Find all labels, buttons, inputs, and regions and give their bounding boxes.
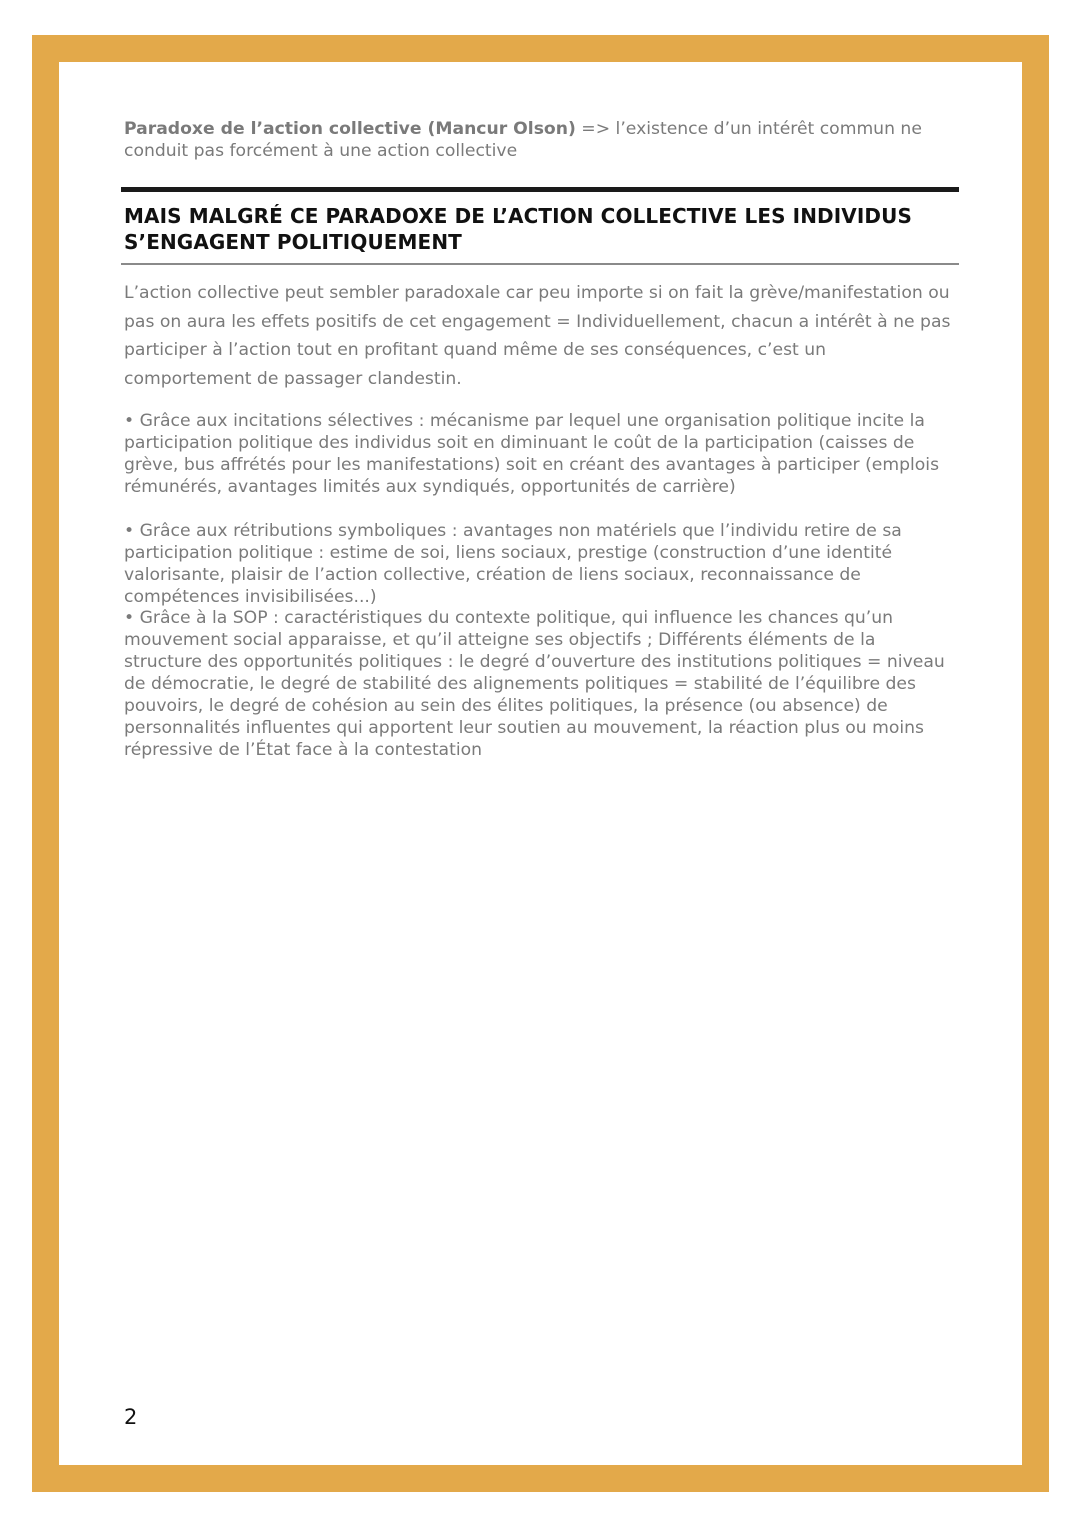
bullet-incitations: • Grâce aux incitations sélectives : mécanisme par lequel une organisation politique incite la participation politique des individus soit en diminuant le coût de la participation (caisses de grève, bus affrétés pour les manifestations) soit en créant des avantages à participer (emplois rémunérés, avantages limités aux syndiqués, opportunités de carrière) xyxy=(124,411,940,497)
page-number: 2 xyxy=(124,1405,138,1429)
heading-top-rule xyxy=(121,187,959,192)
intro-rest: => l’existence d’un intérêt commun ne conduit pas forcément à une action collective xyxy=(124,119,922,161)
section-heading: MAIS MALGRÉ CE PARADOXE DE L’ACTION COLLECTIVE LES INDIVIDUS S’ENGAGENT POLITIQUEMENT xyxy=(124,204,912,254)
heading-bottom-rule xyxy=(121,263,959,265)
intro-bold-term: Paradoxe de l’action collective (Mancur Olson) xyxy=(124,119,576,139)
main-paragraph: L’action collective peut sembler paradoxale car peu importe si on fait la grève/manifestation ou pas on aura les effets positifs de cet engagement = Individuellement, chacun a intérêt à ne pas participer à l’action tout en profitant quand même de ses conséquences, c’est un comportement de passager clandestin. xyxy=(124,283,951,390)
bullet-retributions: • Grâce aux rétributions symboliques : avantages non matériels que l’individu retire de sa participation politique : estime de soi, liens sociaux, prestige (construction d’une identité valorisante, plaisir de l’action collective, création de liens sociaux, reconnaissance de compétences invisibilisées...) xyxy=(124,521,902,607)
intro-paragraph xyxy=(124,118,954,162)
page-sheet xyxy=(59,62,1022,1465)
bullet-sop: • Grâce à la SOP : caractéristiques du contexte politique, qui influence les chances qu’un mouvement social apparaisse, et qu’il atteigne ses objectifs ; Différents éléments de la structure des opportunités politiques : le degré d’ouverture des institutions politiques = niveau de démocratie, le degré de stabilité des alignements politiques = stabilité de l’équilibre des pouvoirs, le degré de cohésion au sein des élites politiques, la présence (ou absence) de personnalités influentes qui apportent leur soutien au mouvement, la réaction plus ou moins répressive de l’État face à la contestation xyxy=(124,608,945,760)
